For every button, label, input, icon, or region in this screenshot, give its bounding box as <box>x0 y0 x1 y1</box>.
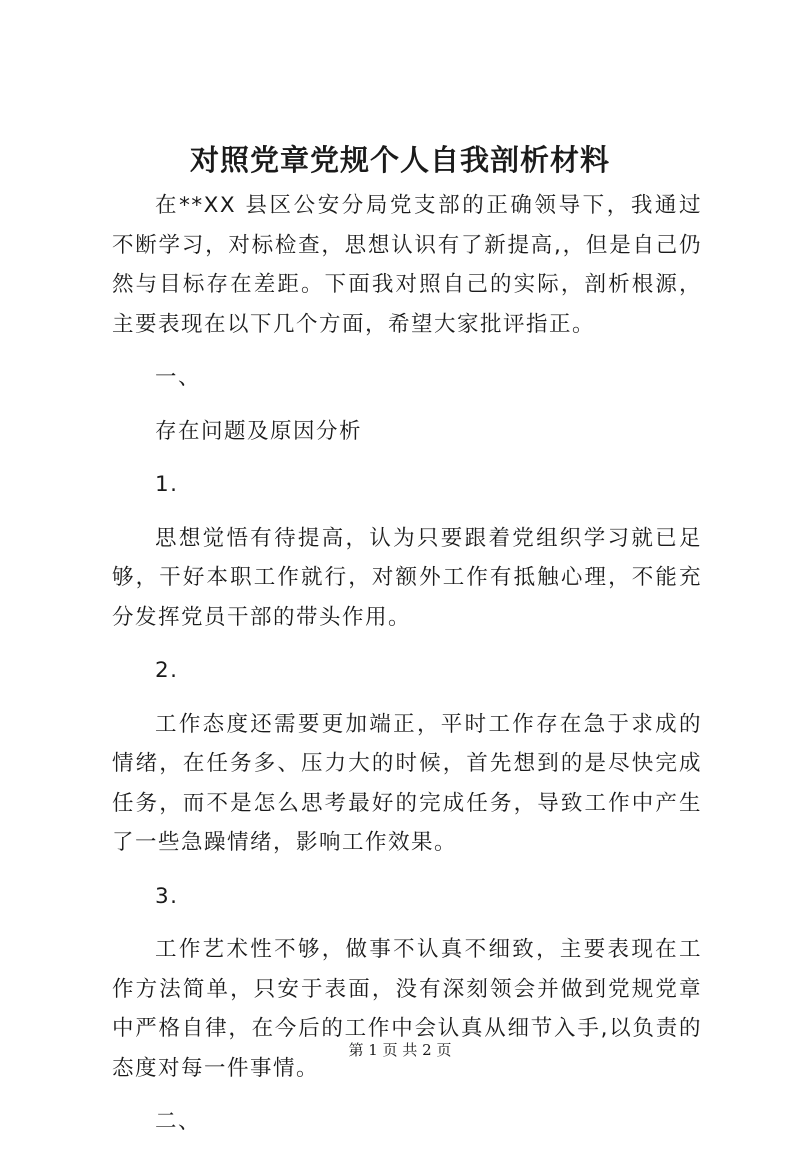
section-heading: 存在问题及原因分析 <box>155 418 363 444</box>
item-paragraph-2: 工作态度还需要更加端正，平时工作存在急于求成的情绪，在任务多、压力大的时候，首先想到的是尽快完成任务，而不是怎么思考最好的完成任务，导致工作中产生了一些急躁情绪，影响工作效果。 <box>112 711 702 855</box>
section-number-2: 二、 <box>155 1109 202 1134</box>
document-title: 对照党章党规个人自我剖析材料 <box>189 143 610 177</box>
item-paragraph-1: 思想觉悟有待提高，认为只要跟着党组织学习就已足够，干好本职工作就行，对额外工作有抵触心理，不能充分发挥党员干部的带头作用。 <box>112 525 702 630</box>
page-footer: 第 1 页 共 2 页 <box>348 1041 452 1059</box>
intro-paragraph: 在**XX 县区公安分局党支部的正确领导下，我通过不断学习，对标检查，思想认识有了新提高,，但是自己仍然与目标存在差距。下面我对照自己的实际，剖析根源，主要表现在以下几个方面，希望大家批评指正。 <box>112 193 702 337</box>
item-number-1: 1. <box>155 472 179 497</box>
item-number-3: 3. <box>155 883 179 909</box>
item-number-2: 2. <box>155 658 179 683</box>
section-number-1: 一、 <box>155 365 202 390</box>
item-paragraph-3: 工作艺术性不够，做事不认真不细致，主要表现在工作方法简单，只安于表面，没有深刻领会并做到党规党章中严格自律，在今后的工作中会认真从细节入手,以负责的态度对每一件事情。 <box>112 937 702 1081</box>
document-body <box>112 186 702 1156</box>
